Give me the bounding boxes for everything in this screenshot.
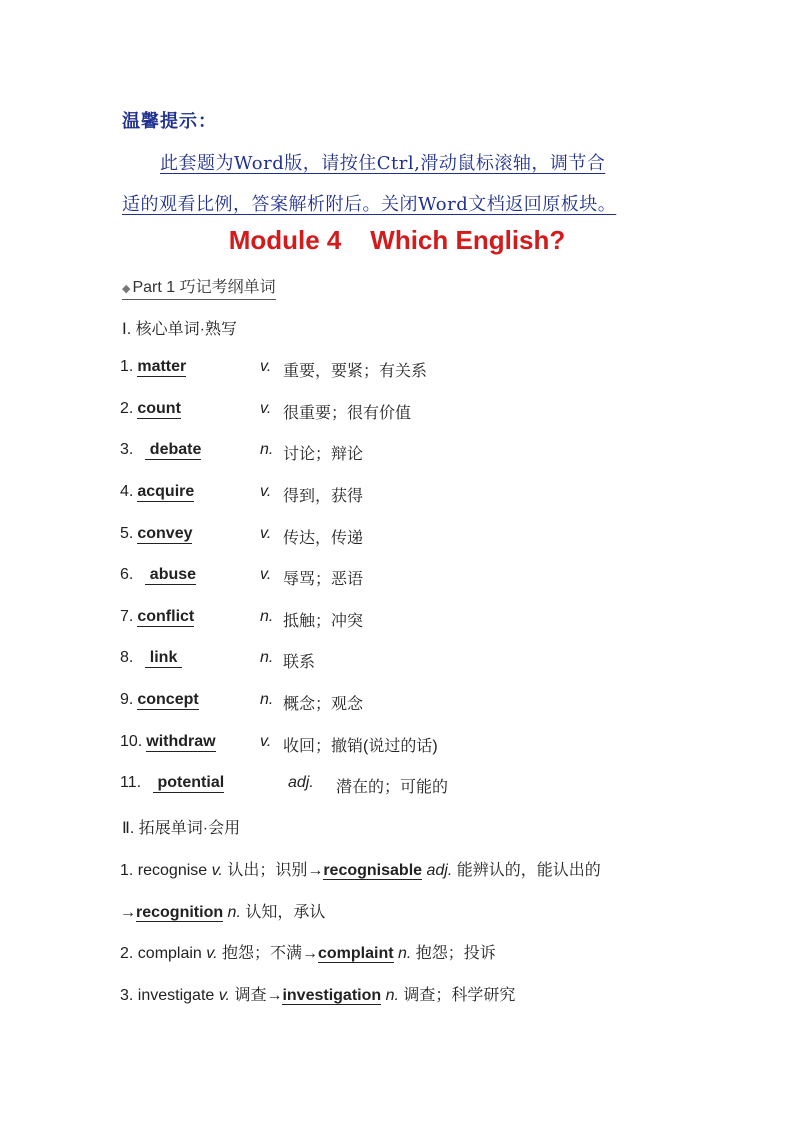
answer-word: convey: [137, 525, 193, 542]
part-of-speech: v.: [260, 358, 272, 375]
item-number: 5.: [120, 525, 134, 542]
meaning: 收回；撤销(说过的话): [283, 738, 438, 755]
meaning: 得到，获得: [283, 488, 364, 505]
vocab-item: [120, 774, 449, 796]
answer-word: acquire: [137, 483, 195, 500]
vocab-item: [120, 566, 364, 588]
item-number: 1.: [120, 358, 134, 375]
answer-word: conflict: [137, 608, 195, 625]
module-title: Module 4 Which English?: [228, 225, 566, 255]
answer-word: recognition: [136, 904, 224, 921]
answer-word: investigation: [282, 987, 382, 1004]
answer-word: withdraw: [146, 733, 216, 750]
tip-title: 温馨提示：: [122, 111, 217, 132]
meaning: 辱骂；恶语: [283, 571, 364, 588]
answer-word: abuse: [145, 566, 197, 583]
answer-word: link: [145, 649, 182, 666]
answer-word: complaint: [317, 945, 394, 962]
vocab-item: [120, 441, 364, 463]
answer-word: count: [137, 400, 181, 417]
item-number: 7.: [120, 608, 134, 625]
part-heading: [122, 274, 276, 300]
extension-line-4: 3. investigate v. 调查→investigation n. 调查；科学研究: [120, 987, 516, 1004]
vocab-item: [120, 400, 412, 422]
part-of-speech: adj.: [288, 774, 314, 791]
vocab-item: [120, 649, 316, 671]
meaning: 很重要；很有价值: [283, 405, 412, 422]
vocab-item: [120, 691, 364, 713]
part-of-speech: v.: [260, 400, 272, 417]
item-number: 8.: [120, 649, 134, 666]
answer-word: recognisable: [323, 862, 423, 879]
part-of-speech: v.: [260, 483, 272, 500]
item-number: 3.: [120, 441, 134, 458]
meaning: 概念；观念: [283, 696, 364, 713]
vocab-item: [120, 608, 364, 630]
answer-word: concept: [137, 691, 199, 708]
answer-word: potential: [153, 774, 225, 791]
meaning: 传达，传递: [283, 530, 364, 547]
extension-line-1: 1. recognise v. 认出；识别→recognisable adj. 能辨认的，能认出的: [120, 862, 601, 879]
extension-line-3: 2. complain v. 抱怨；不满→complaint n. 抱怨；投诉: [120, 945, 496, 962]
vocab-item: [120, 483, 364, 505]
diamond-icon: ◆: [122, 283, 131, 295]
tip-line-1: 此套题为Word版，请按住Ctrl,滑动鼠标滚轴，调节合: [160, 153, 606, 174]
item-number: 9.: [120, 691, 134, 708]
item-number: 10.: [120, 733, 143, 750]
meaning: 联系: [283, 654, 316, 671]
item-number: 2.: [120, 400, 134, 417]
meaning: 潜在的；可能的: [336, 779, 449, 796]
vocab-item: [120, 358, 428, 380]
tip-line-2: 适的观看比例，答案解析附后。关闭Word文档返回原板块。: [122, 194, 617, 215]
part-of-speech: n.: [260, 608, 274, 625]
section-2-heading: Ⅱ. 拓展单词·会用: [122, 820, 241, 837]
part-of-speech: n.: [260, 441, 274, 458]
vocab-item: [120, 525, 364, 547]
part-of-speech: v.: [260, 525, 272, 542]
part-of-speech: v.: [260, 733, 272, 750]
part-of-speech: v.: [260, 566, 272, 583]
meaning: 抵触；冲突: [283, 613, 364, 630]
answer-word: matter: [137, 358, 187, 375]
extension-line-2: →recognition n. 认知，承认: [120, 904, 326, 921]
part-of-speech: n.: [260, 649, 274, 666]
item-number: 11.: [120, 774, 142, 791]
item-number: 4.: [120, 483, 134, 500]
section-1-heading: Ⅰ. 核心单词·熟写: [122, 321, 237, 338]
vocab-item: [120, 733, 438, 755]
part-label: Part 1 巧记考纲单词: [132, 279, 276, 296]
part-of-speech: n.: [260, 691, 274, 708]
item-number: 6.: [120, 566, 134, 583]
answer-word: debate: [145, 441, 202, 458]
meaning: 重要，要紧；有关系: [283, 363, 428, 380]
meaning: 讨论；辩论: [283, 446, 364, 463]
